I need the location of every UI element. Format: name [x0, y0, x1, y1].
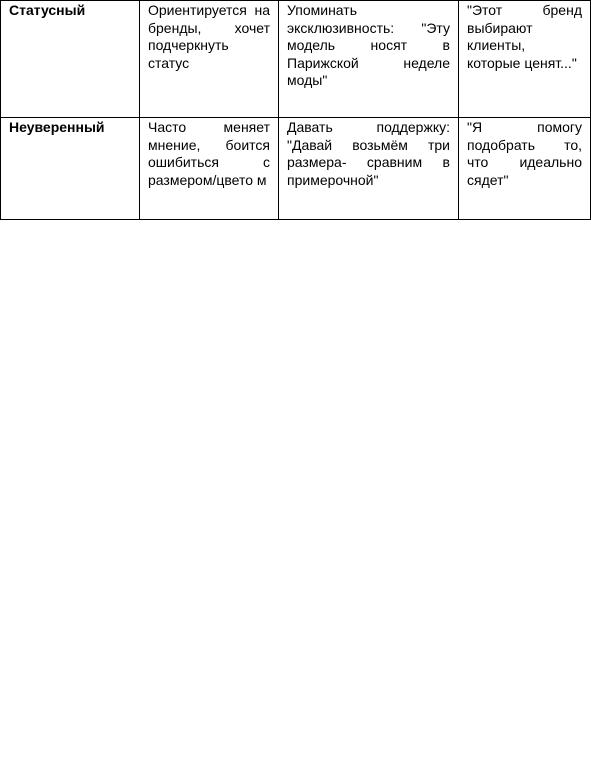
phrase-cell: "Этот бренд выбирают клиенты, которые ценят..."	[459, 1, 591, 118]
table-row-status	[1, 1, 591, 118]
phrase-cell: "Я помогу подобрать то, что идеально сядет"	[459, 118, 591, 220]
customer-type-cell: Неуверенный	[1, 118, 140, 220]
customer-types-table	[0, 0, 591, 220]
behavior-cell: Ориентируется на бренды, хочет подчеркнуть статус	[140, 1, 279, 118]
behavior-cell: Часто меняет мнение, боится ошибиться с размером/цвето м	[140, 118, 279, 220]
approach-cell: Упоминать эксклюзивность: "Эту модель носят в Парижской неделе моды"	[279, 1, 459, 118]
customer-type-cell: Статусный	[1, 1, 140, 118]
approach-cell: Давать поддержку: "Давай возьмём три размера- сравним в примерочной"	[279, 118, 459, 220]
table-row-insecure	[1, 118, 591, 220]
